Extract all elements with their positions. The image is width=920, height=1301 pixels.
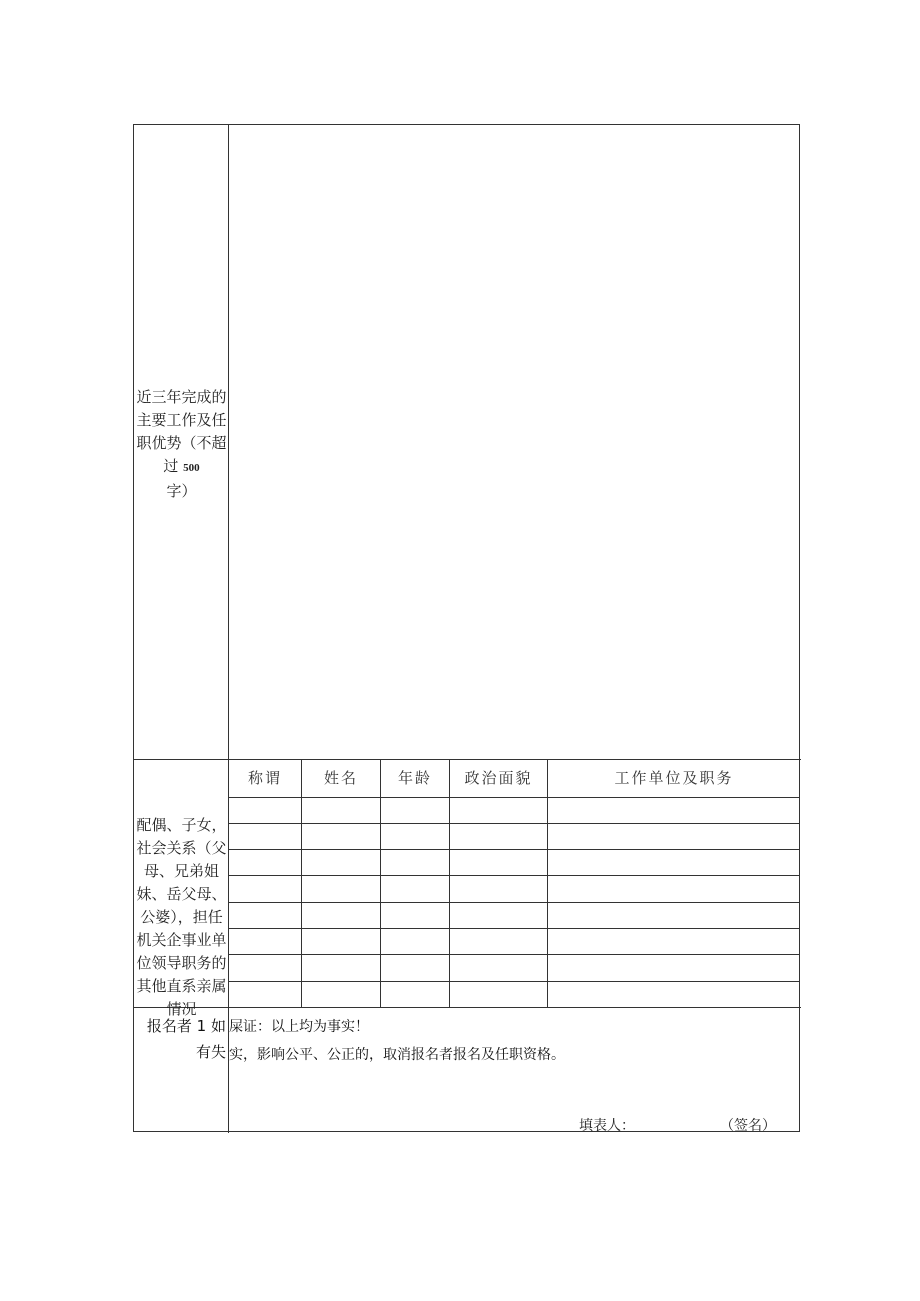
column-header-age: 年龄 <box>397 769 432 787</box>
table-row-border <box>229 954 800 955</box>
pledge-statement-line1: 屎证：以上均为事实！ <box>229 1019 369 1035</box>
family-label-line: 其他直系亲属 <box>136 977 227 995</box>
signer-label: 填表人： <box>579 1118 635 1134</box>
table-row-border <box>229 928 800 929</box>
family-label-line: 机关企事业单 <box>136 931 227 949</box>
column-header-title: 称谓 <box>247 769 282 787</box>
pledge-label-line2: 有失 <box>195 1043 226 1061</box>
word-limit-number: 500 <box>183 462 200 474</box>
signature-field[interactable] <box>634 1113 714 1131</box>
family-label-line: 配偶、子女， <box>136 816 227 834</box>
work-label-line: 近三年完成的 <box>136 388 227 406</box>
work-section-label <box>134 386 229 503</box>
family-label-line: 母、兄弟姐 <box>143 862 219 880</box>
family-section-label <box>134 814 229 1021</box>
pledge-statement-line2: 实，影响公平、公正的，取消报名者报名及任职资格。 <box>229 1047 565 1063</box>
family-label-line: 位领导职务的 <box>136 954 227 972</box>
work-label-line: 主要工作及任 <box>136 411 227 429</box>
column-header-name: 姓名 <box>323 769 358 787</box>
pledge-label-line1: 报名者 1 如 <box>146 1017 226 1035</box>
work-content-area[interactable] <box>229 125 800 759</box>
family-label-line: 公婆），担任 <box>140 908 223 926</box>
column-header-political-status: 政治面貌 <box>464 769 533 787</box>
table-row-border <box>229 875 800 876</box>
family-label-line: 妹、岳父母、 <box>136 885 227 903</box>
table-row-border <box>229 823 800 824</box>
table-row-border <box>229 797 800 798</box>
table-row-border <box>229 981 800 982</box>
family-label-line: 情况 <box>166 1000 197 1018</box>
family-section-bottom-border <box>134 1007 801 1008</box>
family-label-line: 社会关系（父 <box>136 839 227 857</box>
table-row-border <box>229 849 800 850</box>
work-label-line: 过 <box>163 457 179 475</box>
work-label-line-limit <box>134 455 229 480</box>
table-row-border <box>229 902 800 903</box>
signature-label: （签名） <box>720 1118 776 1134</box>
work-label-line: 职优势（不超 <box>136 434 227 452</box>
registration-form-table <box>133 124 800 1132</box>
column-header-workplace-position: 工作单位及职务 <box>614 769 734 787</box>
work-label-line: 字） <box>166 482 197 500</box>
